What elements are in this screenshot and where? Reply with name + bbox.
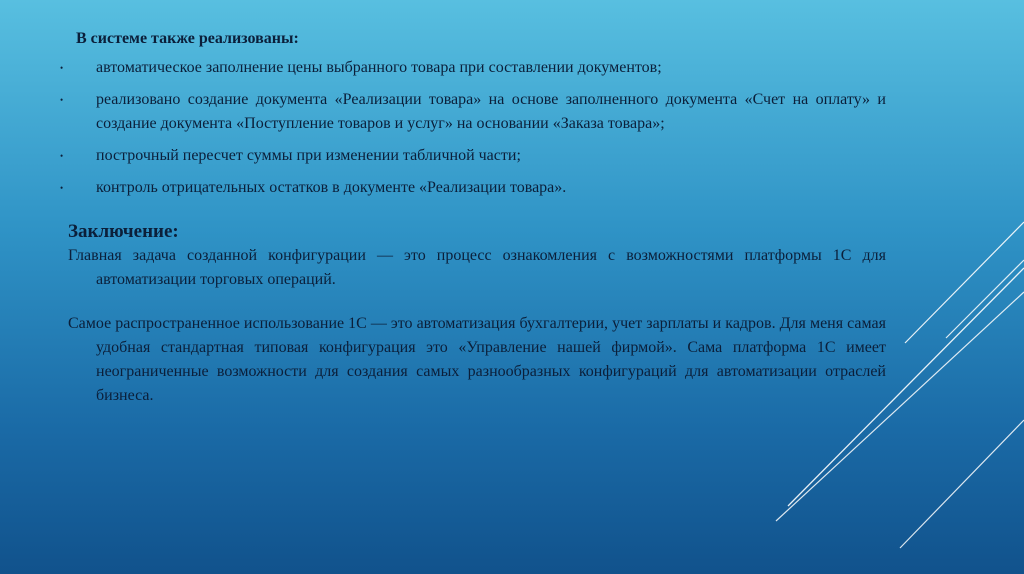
conclusion-paragraph-2: Самое распространенное использование 1С — это автоматизация бухгалтерии, учет зарплаты и кадров. Для меня самая удобная стандартная типовая конфигурация это «Управление нашей фирмой». Сама платформа 1С имеет неограниченные возможности для создания самых разнообразных конфигураций для автоматизации отраслей бизнеса. [68,315,886,404]
list-item [60,176,886,200]
bullet-icon: • [60,63,64,73]
feature-list [60,56,886,200]
list-item-text: построчный пересчет суммы при изменении табличной части; [96,147,521,164]
decor-line-1 [905,222,1024,343]
decor-line-5 [900,420,1024,548]
bullet-icon: • [60,183,64,193]
conclusion-paragraph-1: Главная задача созданной конфигурации — это процесс ознакомления с возможностями платформы 1С для автоматизации торговых операций. [68,247,886,288]
conclusion-title: Заключение: [68,221,179,242]
bullet-icon: • [60,151,64,161]
list-item [60,56,886,80]
slide-content [60,30,886,408]
list-item-text: реализовано создание документа «Реализации товара» на основе заполненного документа «Счет на оплату» и создание документа «Поступление товаров и услуг» на основании «Заказа товара»; [96,91,886,132]
list-item-text: контроль отрицательных остатков в документе «Реализации товара». [96,179,567,196]
list-item [60,144,886,168]
list-item [60,88,886,136]
list-item-text: автоматическое заполнение цены выбранного товара при составлении документов; [96,59,662,76]
bullet-icon: • [60,95,64,105]
decor-line-2 [946,260,1024,338]
intro-heading: В системе также реализованы: [76,30,299,47]
